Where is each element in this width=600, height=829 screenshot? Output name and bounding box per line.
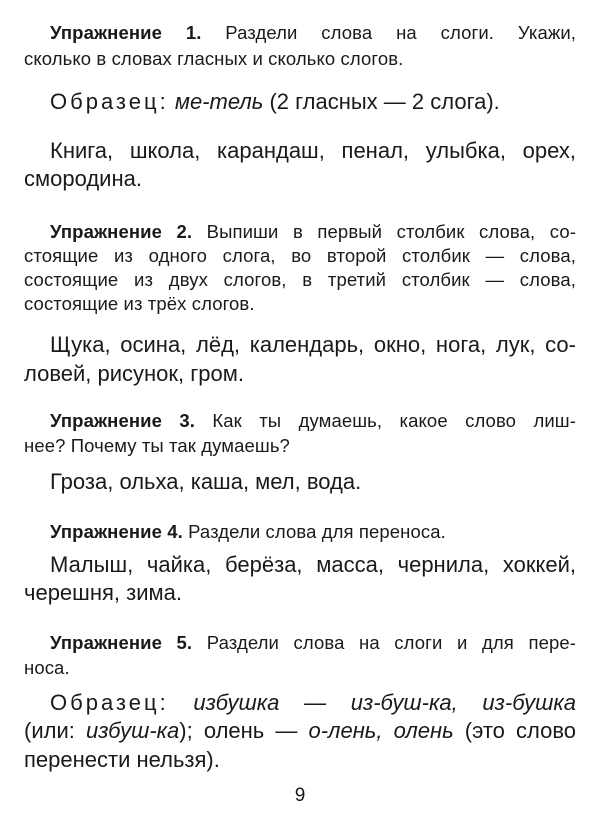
exercise-2-title: Упражнение 2. (50, 221, 193, 242)
exercise-2-line-2: стоящие из одного слога, во второй столбик — слова, (24, 245, 576, 266)
exercise-5-line-2: носа. (24, 657, 70, 678)
exercise-2-line-4: состоящие из трёх слогов. (24, 293, 255, 314)
example-label: Образец: (50, 690, 169, 715)
exercise-3-line-1 (50, 410, 576, 432)
exercise-2-line-3: состоящие из двух слогов, в третий столбик — слова, (24, 269, 576, 290)
example-italic: избушка — из-буш-ка, из-бушка (193, 690, 576, 715)
exercise-5-line-1 (50, 632, 576, 654)
exercise-4-instruction: Раздели слова для переноса. (188, 521, 446, 542)
exercise-3-instruction: Как ты думаешь, какое слово лиш- (212, 410, 576, 431)
exercise-1-line-2: сколько в словах гласных и сколько слогов. (24, 48, 404, 69)
exercise-3-title: Упражнение 3. (50, 410, 195, 431)
exercise-2-instruction: Выпиши в первый столбик слова, со- (206, 221, 576, 242)
exercise-5-example-1 (50, 690, 576, 716)
exercise-4-words-2: черешня, зима. (24, 580, 182, 605)
exercise-1-words-1: Книга, школа, карандаш, пенал, улыбка, орех, (50, 138, 576, 163)
exercise-1-line-1 (50, 22, 576, 44)
exercise-1-example (50, 89, 500, 115)
exercise-2-words-1: Щука, осина, лёд, календарь, окно, нога, лук, со- (50, 332, 576, 357)
exercise-4-line-1 (50, 521, 446, 543)
exercise-4-title: Упражнение 4. (50, 521, 183, 542)
exercise-5-example-2 (24, 718, 576, 744)
example-text: (это слово (453, 718, 576, 743)
example-label: Образец: (50, 89, 169, 114)
exercise-4-words-1: Малыш, чайка, берёза, масса, чернила, хоккей, (50, 552, 576, 577)
exercise-3-words: Гроза, ольха, каша, мел, вода. (50, 469, 362, 494)
exercise-5-title: Упражнение 5. (50, 632, 193, 653)
example-text: (или: (24, 718, 86, 743)
exercise-2-words-2: ловей, рисунок, гром. (24, 361, 244, 386)
example-text: ); олень — (179, 718, 309, 743)
example-italic: о-лень, олень (308, 718, 454, 743)
exercise-5-example-3: перенести нельзя). (24, 747, 220, 772)
exercise-1-instruction: Раздели слова на слоги. Укажи, (225, 22, 576, 43)
exercise-5-instruction: Раздели слова на слоги и для пере- (206, 632, 576, 653)
page-number: 9 (294, 785, 306, 806)
example-italic: ме-тель (174, 89, 264, 114)
exercise-1-title: Упражнение 1. (50, 22, 202, 43)
exercise-2-line-1 (50, 221, 576, 243)
exercise-3-line-2: нее? Почему ты так думаешь? (24, 435, 290, 456)
example-italic: избуш-ка (85, 718, 180, 743)
exercise-1-words-2: смородина. (24, 166, 142, 191)
example-rest: (2 гласных — 2 слога). (269, 89, 500, 114)
